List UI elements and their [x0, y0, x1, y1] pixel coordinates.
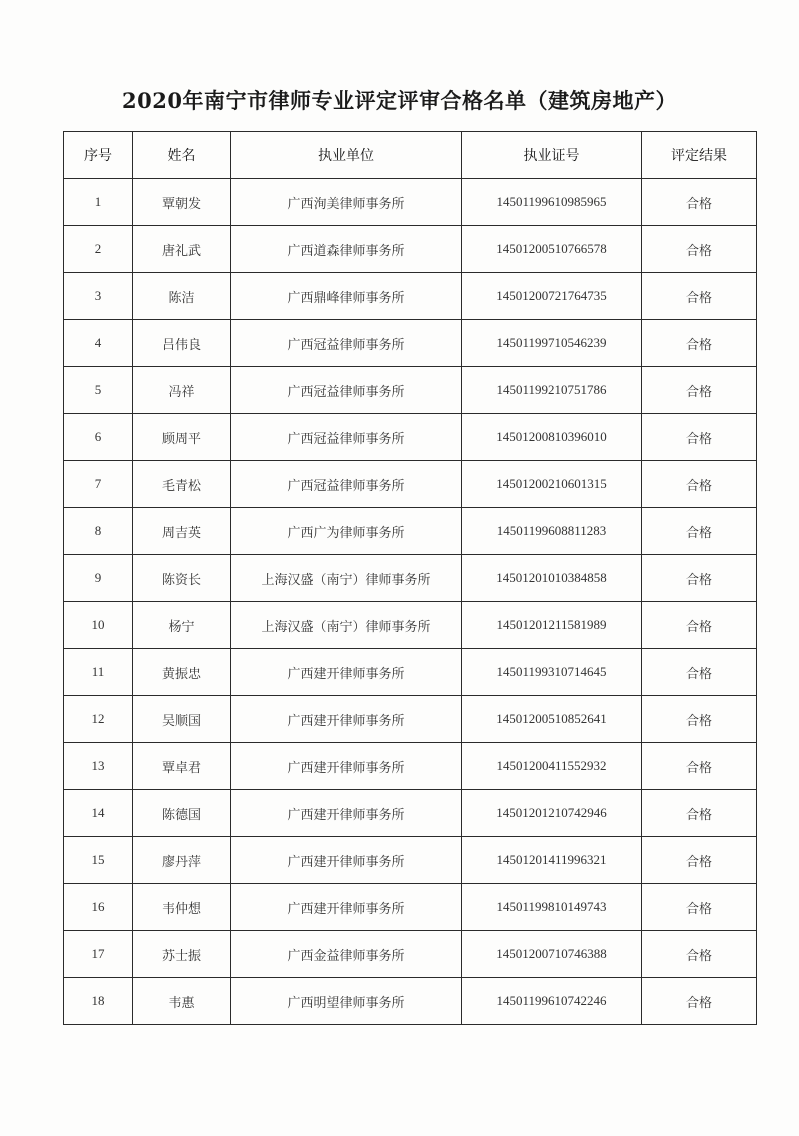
cell-evaluation-result: 合格: [642, 320, 757, 367]
cell-serial-number: 7: [64, 461, 133, 508]
cell-serial-number: 2: [64, 226, 133, 273]
cell-serial-number: 4: [64, 320, 133, 367]
cell-evaluation-result: 合格: [642, 649, 757, 696]
cell-name: 周吉英: [133, 508, 231, 555]
cell-practice-firm: 上海汉盛（南宁）律师事务所: [231, 602, 462, 649]
table-row: [64, 931, 757, 978]
cell-evaluation-result: 合格: [642, 226, 757, 273]
cell-practice-firm: 广西洵美律师事务所: [231, 179, 462, 226]
cell-practice-firm: 广西建开律师事务所: [231, 696, 462, 743]
cell-serial-number: 3: [64, 273, 133, 320]
cell-evaluation-result: 合格: [642, 179, 757, 226]
cell-practice-firm: 广西道森律师事务所: [231, 226, 462, 273]
cell-serial-number: 10: [64, 602, 133, 649]
table-row: [64, 508, 757, 555]
table-header: [64, 132, 757, 179]
cell-evaluation-result: 合格: [642, 743, 757, 790]
qualified-lawyers-table: [63, 131, 757, 1025]
cell-practice-firm: 广西广为律师事务所: [231, 508, 462, 555]
table-row: [64, 226, 757, 273]
table-row: [64, 273, 757, 320]
table-row: [64, 320, 757, 367]
cell-name: 吴顺国: [133, 696, 231, 743]
cell-license-number: 14501199610742246: [462, 978, 642, 1025]
cell-name: 冯祥: [133, 367, 231, 414]
cell-serial-number: 9: [64, 555, 133, 602]
document-title: 2020年南宁市律师专业评定评审合格名单（建筑房地产）: [122, 88, 677, 113]
cell-license-number: 14501200411552932: [462, 743, 642, 790]
cell-name: 覃朝发: [133, 179, 231, 226]
cell-license-number: 14501200510852641: [462, 696, 642, 743]
header-name: 姓名: [133, 132, 231, 179]
cell-serial-number: 11: [64, 649, 133, 696]
cell-name: 唐礼武: [133, 226, 231, 273]
cell-license-number: 14501199608811283: [462, 508, 642, 555]
table-row: [64, 461, 757, 508]
header-practice-firm: 执业单位: [231, 132, 462, 179]
header-evaluation-result: 评定结果: [642, 132, 757, 179]
table-row: [64, 696, 757, 743]
cell-name: 苏士振: [133, 931, 231, 978]
cell-license-number: 14501199210751786: [462, 367, 642, 414]
cell-practice-firm: 广西冠益律师事务所: [231, 367, 462, 414]
cell-name: 杨宁: [133, 602, 231, 649]
cell-serial-number: 12: [64, 696, 133, 743]
cell-evaluation-result: 合格: [642, 837, 757, 884]
cell-name: 韦仲想: [133, 884, 231, 931]
cell-license-number: 14501199310714645: [462, 649, 642, 696]
cell-evaluation-result: 合格: [642, 884, 757, 931]
table-row: [64, 602, 757, 649]
cell-name: 黄振忠: [133, 649, 231, 696]
cell-practice-firm: 广西建开律师事务所: [231, 790, 462, 837]
cell-serial-number: 14: [64, 790, 133, 837]
cell-license-number: 14501199610985965: [462, 179, 642, 226]
cell-evaluation-result: 合格: [642, 414, 757, 461]
table-row: [64, 884, 757, 931]
cell-practice-firm: 广西鼎峰律师事务所: [231, 273, 462, 320]
cell-name: 顾周平: [133, 414, 231, 461]
cell-evaluation-result: 合格: [642, 273, 757, 320]
cell-practice-firm: 广西建开律师事务所: [231, 649, 462, 696]
table-row: [64, 414, 757, 461]
cell-evaluation-result: 合格: [642, 367, 757, 414]
cell-serial-number: 13: [64, 743, 133, 790]
cell-evaluation-result: 合格: [642, 790, 757, 837]
cell-license-number: 14501200710746388: [462, 931, 642, 978]
cell-evaluation-result: 合格: [642, 931, 757, 978]
cell-serial-number: 15: [64, 837, 133, 884]
cell-license-number: 14501200810396010: [462, 414, 642, 461]
cell-name: 毛青松: [133, 461, 231, 508]
cell-practice-firm: 上海汉盛（南宁）律师事务所: [231, 555, 462, 602]
cell-evaluation-result: 合格: [642, 555, 757, 602]
cell-evaluation-result: 合格: [642, 461, 757, 508]
cell-license-number: 14501200721764735: [462, 273, 642, 320]
cell-license-number: 14501200210601315: [462, 461, 642, 508]
cell-license-number: 14501199810149743: [462, 884, 642, 931]
table-body: [64, 179, 757, 1025]
table-row: [64, 978, 757, 1025]
cell-license-number: 14501201210742946: [462, 790, 642, 837]
cell-serial-number: 18: [64, 978, 133, 1025]
cell-name: 覃卓君: [133, 743, 231, 790]
cell-serial-number: 5: [64, 367, 133, 414]
header-row: [64, 132, 757, 179]
cell-name: 陈德国: [133, 790, 231, 837]
cell-serial-number: 16: [64, 884, 133, 931]
cell-name: 吕伟良: [133, 320, 231, 367]
cell-serial-number: 1: [64, 179, 133, 226]
cell-name: 廖丹萍: [133, 837, 231, 884]
cell-practice-firm: 广西金益律师事务所: [231, 931, 462, 978]
table-row: [64, 743, 757, 790]
cell-practice-firm: 广西冠益律师事务所: [231, 461, 462, 508]
cell-evaluation-result: 合格: [642, 696, 757, 743]
table-row: [64, 790, 757, 837]
cell-practice-firm: 广西明望律师事务所: [231, 978, 462, 1025]
cell-practice-firm: 广西冠益律师事务所: [231, 414, 462, 461]
cell-license-number: 14501200510766578: [462, 226, 642, 273]
header-serial-number: 序号: [64, 132, 133, 179]
cell-name: 陈资长: [133, 555, 231, 602]
cell-license-number: 14501201411996321: [462, 837, 642, 884]
table-row: [64, 649, 757, 696]
cell-license-number: 14501201010384858: [462, 555, 642, 602]
cell-practice-firm: 广西建开律师事务所: [231, 837, 462, 884]
cell-license-number: 14501201211581989: [462, 602, 642, 649]
table-row: [64, 837, 757, 884]
cell-evaluation-result: 合格: [642, 978, 757, 1025]
table-row: [64, 179, 757, 226]
cell-serial-number: 8: [64, 508, 133, 555]
cell-practice-firm: 广西建开律师事务所: [231, 884, 462, 931]
table-row: [64, 367, 757, 414]
table-row: [64, 555, 757, 602]
cell-serial-number: 6: [64, 414, 133, 461]
cell-serial-number: 17: [64, 931, 133, 978]
cell-practice-firm: 广西建开律师事务所: [231, 743, 462, 790]
cell-evaluation-result: 合格: [642, 508, 757, 555]
cell-evaluation-result: 合格: [642, 602, 757, 649]
cell-name: 陈洁: [133, 273, 231, 320]
cell-license-number: 14501199710546239: [462, 320, 642, 367]
cell-practice-firm: 广西冠益律师事务所: [231, 320, 462, 367]
header-license-number: 执业证号: [462, 132, 642, 179]
cell-name: 韦惠: [133, 978, 231, 1025]
